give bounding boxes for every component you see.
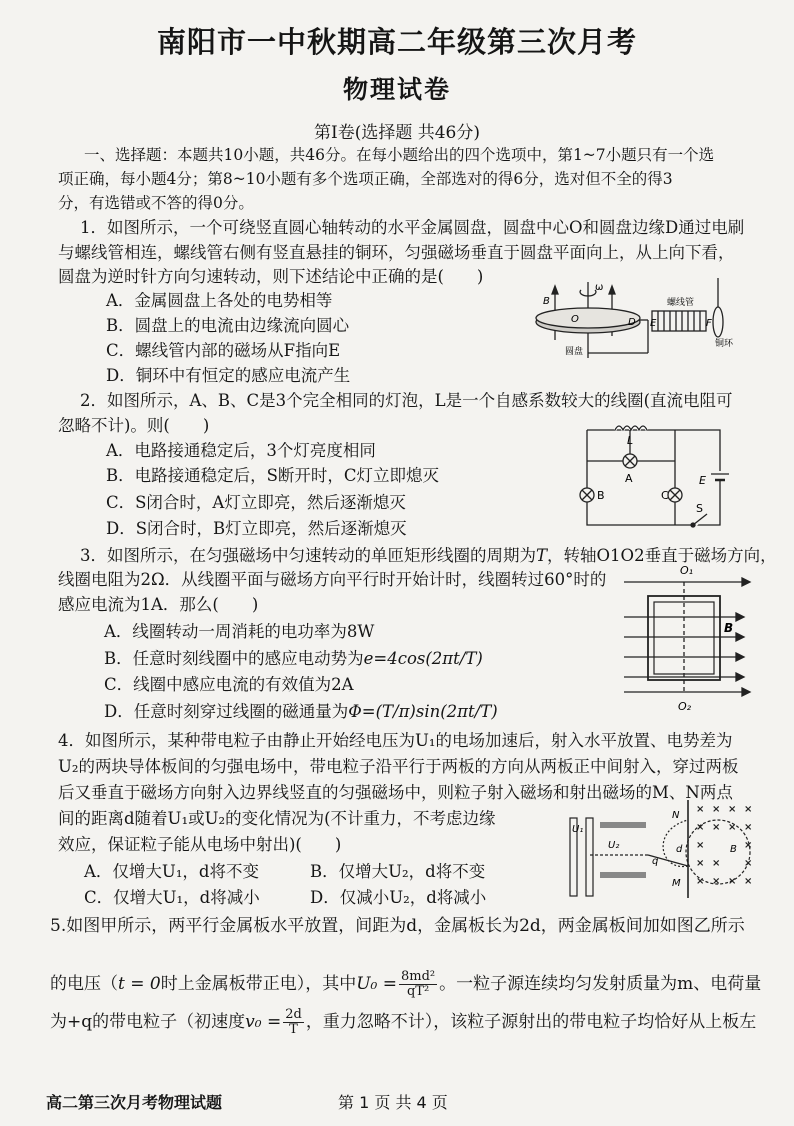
svg-text:×: × <box>696 840 705 851</box>
svg-text:×: × <box>744 822 753 833</box>
q2-label-b: B <box>597 489 605 502</box>
q5-line: 的电压（t = 0时上金属板带正电），其中U₀ = $\frac{\text{8md²}}{\text{qT²}}$ 。一粒子源连续均匀发射质量为m、电荷量 <box>50 969 762 999</box>
instructions-line: 项正确，每小题4分；第8~10小题有多个选项正确，全部选对的得6分，选对但不全的得3 <box>58 170 673 188</box>
q1-label-coil: 螺线管 <box>667 298 695 308</box>
page-number: 第 1 页 共 4 页 <box>338 1093 448 1112</box>
q2-label-c: C <box>661 489 669 502</box>
instructions-line: 分，有选错或不答的得0分。 <box>58 194 254 212</box>
exam-title: 南阳市一中秋期高二年级第三次月考 <box>156 25 637 59</box>
q3-stem-line: 3．如图所示，在匀强磁场中匀速转动的单匝矩形线圈的周期为T，转轴O1O2垂直于磁场方向， <box>80 546 777 565</box>
q4-label-m: M <box>672 878 681 889</box>
q3-label-o2: O₂ <box>678 700 692 713</box>
svg-text:×: × <box>696 822 705 833</box>
svg-text:×: × <box>712 822 721 833</box>
q3-label-o1: O₁ <box>680 564 694 577</box>
q5-line: 5.如图甲所示，两平行金属板水平放置，间距为d，金属板长为2d，两金属板间加如图乙所示 <box>50 916 745 936</box>
q4-stem-line: 后又垂直于磁场方向射入边界线竖直的匀强磁场中，则粒子射入磁场和射出磁场的M、N两点 <box>58 783 733 802</box>
svg-text:×: × <box>744 804 753 815</box>
u0-fraction: $\frac{\text{8md²}}{\text{qT²}}$ <box>401 969 436 999</box>
q3-stem-line: 线圈电阻为2Ω．从线圈平面与磁场方向平行时开始计时，线圈转过60°时的 <box>58 570 607 589</box>
q4-figure <box>560 800 760 898</box>
q4-label-d: d <box>676 844 683 855</box>
q3-label-b: B <box>724 621 734 635</box>
q1-label-disc: 圆盘 <box>565 347 584 357</box>
q1-stem-line: 1．如图所示，一个可绕竖直圆心轴转动的水平金属圆盘，圆盘中心O和圆盘边缘D通过电刷 <box>80 218 745 237</box>
q2-label-e: E <box>699 474 706 487</box>
footer-exam-name: 高二第三次月考物理试题 <box>46 1093 223 1112</box>
q4-option-d: D．仅减小U₂，d将减小 <box>310 888 487 907</box>
svg-text:×: × <box>728 804 737 815</box>
q2-figure <box>575 418 735 533</box>
q3-option-a: A．线圈转动一周消耗的电功率为8W <box>104 622 375 641</box>
q2-option-a: A．电路接通稳定后，3个灯亮度相同 <box>106 441 376 460</box>
q1-option-d: D．铜环中有恒定的感应电流产生 <box>106 366 351 385</box>
q1-option-b: B．圆盘上的电流由边缘流向圆心 <box>106 316 350 335</box>
svg-text:×: × <box>744 858 753 869</box>
svg-text:×: × <box>712 804 721 815</box>
q4-option-b: B．仅增大U₂，d将不变 <box>310 862 486 881</box>
svg-text:×: × <box>696 876 705 887</box>
svg-text:×: × <box>696 804 705 815</box>
q2-option-d: D．S闭合时，B灯立即亮，然后逐渐熄灭 <box>106 519 407 538</box>
q4-stem-line: 间的距离d随着U₁或U₂的变化情况为(不计重力，不考虑边缘 <box>58 809 496 828</box>
q1-option-c: C．螺线管内部的磁场从F指向E <box>106 341 341 360</box>
section-heading: 第Ⅰ卷(选择题 共46分) <box>313 123 480 143</box>
q3-stem-line: 感应电流为1A．那么( ) <box>58 595 259 614</box>
q1-label-e: E <box>650 318 657 329</box>
q2-label-a: A <box>625 472 633 485</box>
q2-stem-line: 2．如图所示，A、B、C是3个完全相同的灯泡，L是一个自感系数较大的线圈(直流电阻可 <box>80 391 733 410</box>
q1-label-f: F <box>706 318 712 329</box>
q4-label-u2: U₂ <box>608 840 620 851</box>
q1-stem-line: 圆盘为逆时针方向匀速转动，则下述结论中正确的是( ) <box>58 267 484 286</box>
q4-option-a: A．仅增大U₁，d将不变 <box>84 862 259 881</box>
q4-label-u1: U₁ <box>572 824 584 835</box>
svg-text:×: × <box>728 822 737 833</box>
q4-stem-line: U₂的两块导体板间的匀强电场中，带电粒子沿平行于两板的方向从两板正中间射入，穿过两板 <box>58 757 739 776</box>
q2-stem-line: 忽略不计)。则( ) <box>58 416 210 435</box>
q1-label-ring: 铜环 <box>715 339 734 349</box>
q5-line: 为+q的带电粒子（初速度v₀ = $\frac{2d}{T}$ ，重力忽略不计），该粒子源射出的带电粒子均恰好从上板左 <box>50 1007 757 1037</box>
q2-label-s: S <box>696 502 703 515</box>
q4-label-b: B <box>730 844 737 855</box>
svg-text:×: × <box>728 876 737 887</box>
q1-label-o: O <box>571 314 579 325</box>
q4-label-n: N <box>672 810 680 821</box>
instructions-line: 一、选择题：本题共10小题，共46分。在每小题给出的四个选项中，第1~7小题只有一个选 <box>84 146 715 164</box>
svg-text:×: × <box>712 876 721 887</box>
q3-option-d: D．任意时刻穿过线圈的磁通量为Φ=(T/π)sin(2πt/T) <box>104 702 498 721</box>
svg-text:×: × <box>744 840 753 851</box>
svg-text:×: × <box>712 858 721 869</box>
q4-option-c: C．仅增大U₁，d将减小 <box>84 888 260 907</box>
q1-label-b: B <box>543 296 550 307</box>
q1-figure <box>525 278 745 370</box>
q2-option-b: B．电路接通稳定后，S断开时，C灯立即熄灭 <box>106 466 440 485</box>
svg-text:×: × <box>744 876 753 887</box>
q1-stem-line: 与螺线管相连，螺线管右侧有竖直悬挂的铜环，匀强磁场垂直于圆盘平面向上，从上向下看， <box>58 243 735 262</box>
q3-option-c: C．线圈中感应电流的有效值为2A <box>104 675 354 694</box>
v0-fraction: $\frac{2d}{T}$ <box>285 1007 302 1037</box>
q3-option-b: B．任意时刻线圈中的感应电动势为e=4cos(2πt/T) <box>104 649 483 668</box>
q1-label-d: D <box>628 317 636 328</box>
svg-text:×: × <box>696 858 705 869</box>
q3-figure <box>620 560 760 715</box>
q1-option-a: A．金属圆盘上各处的电势相等 <box>106 291 333 310</box>
q1-label-omega: ω <box>595 282 604 293</box>
q4-label-q: q <box>652 856 659 867</box>
q2-label-l: L <box>627 434 634 447</box>
q4-stem-line: 效应，保证粒子能从电场中射出)( ) <box>58 835 342 854</box>
q4-stem-line: 4．如图所示，某种带电粒子由静止开始经电压为U₁的电场加速后，射入水平放置、电势差为 <box>58 731 733 750</box>
q2-option-c: C．S闭合时，A灯立即亮，然后逐渐熄灭 <box>106 493 406 512</box>
exam-subtitle: 物理试卷 <box>342 75 451 104</box>
